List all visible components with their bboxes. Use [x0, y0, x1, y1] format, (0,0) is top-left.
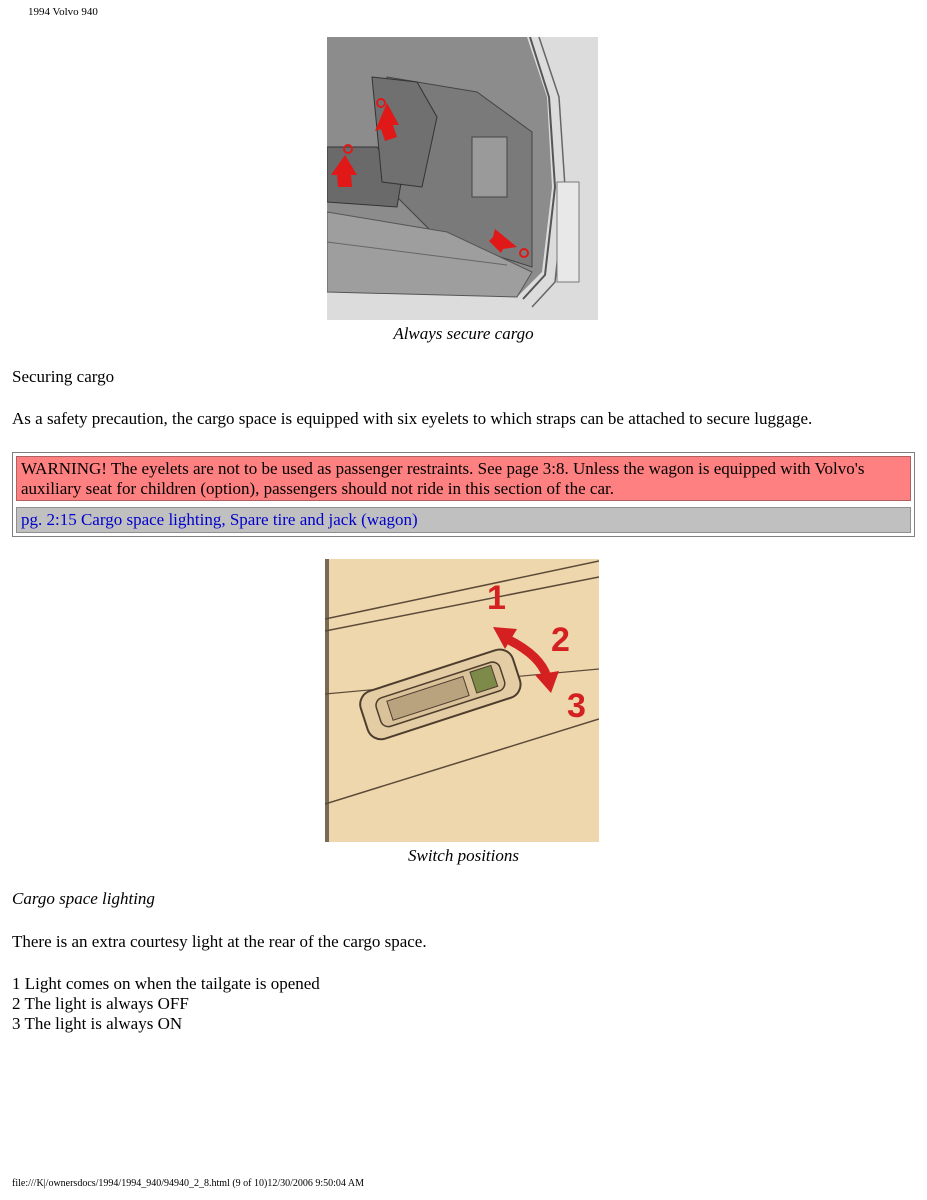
warning-cell: WARNING! The eyelets are not to be used as passenger restraints. See page 3:8. Unless the wagon is equipped with Volvo's auxiliary seat for children (option), passengers should not ride in this section of the car. [16, 456, 911, 501]
page-header-title: 1994 Volvo 940 [28, 6, 98, 18]
link-cell [16, 507, 911, 533]
section-heading-cargo-lighting: Cargo space lighting [12, 889, 155, 908]
switch-label-1: 1 [487, 579, 506, 617]
cargo-lighting-link[interactable]: pg. 2:15 Cargo space lighting, Spare tire and jack (wagon) [21, 510, 418, 529]
cargo-eyelets-illustration [327, 37, 598, 320]
figure-caption-switch: Switch positions [408, 846, 519, 865]
list-item: 2 The light is always OFF [12, 994, 189, 1013]
notice-table [12, 452, 915, 537]
cargo-lighting-paragraph: There is an extra courtesy light at the rear of the cargo space. [12, 932, 427, 951]
switch-label-3: 3 [567, 687, 586, 725]
list-item: 1 Light comes on when the tailgate is opened [12, 974, 320, 993]
switch-label-2: 2 [551, 621, 570, 659]
securing-cargo-paragraph: As a safety precaution, the cargo space is equipped with six eyelets to which straps can be attached to secure luggage. [12, 409, 813, 428]
page-footer-path: file:///K|/ownersdocs/1994/1994_940/94940_2_8.html (9 of 10)12/30/2006 9:50:04 AM [12, 1178, 364, 1189]
switch-positions-illustration [325, 559, 599, 842]
figure-caption-cargo: Always secure cargo [393, 324, 534, 343]
switch-positions-list [12, 974, 320, 1034]
list-item: 3 The light is always ON [12, 1014, 183, 1033]
section-heading-securing-cargo: Securing cargo [12, 367, 115, 386]
